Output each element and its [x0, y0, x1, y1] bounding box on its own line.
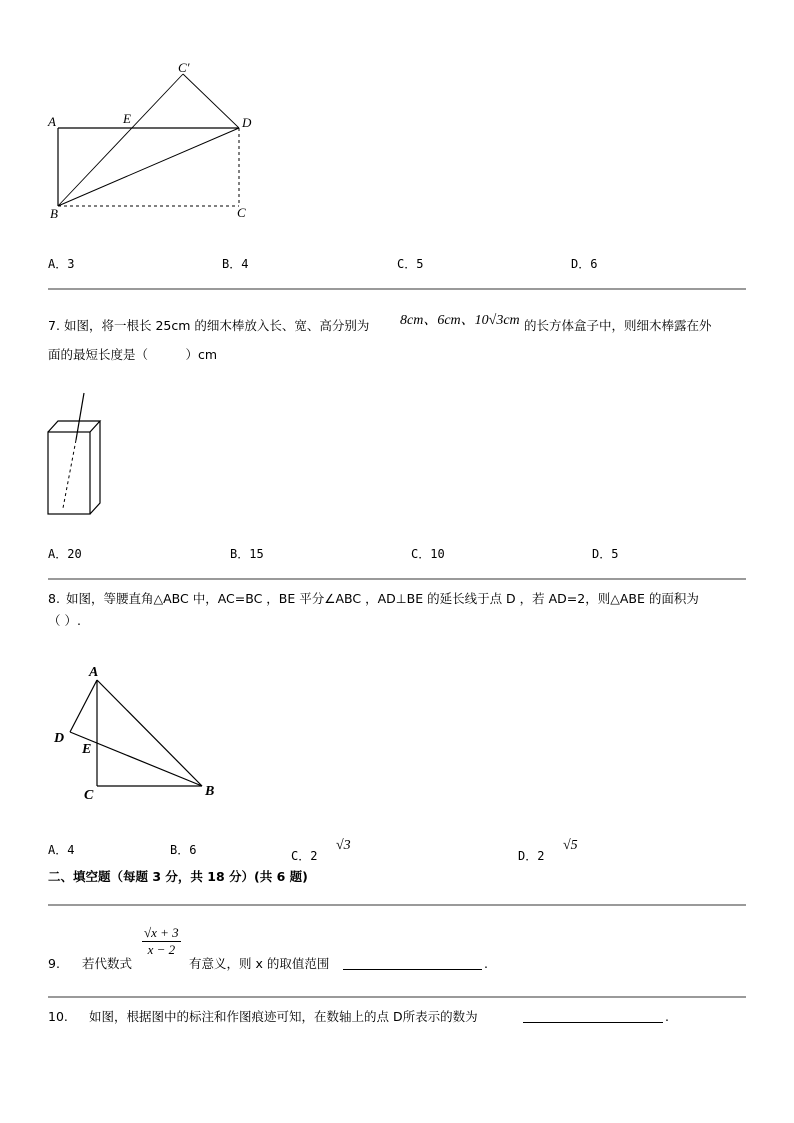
- q7-text-after: 的长方体盒子中，则细木棒露在外: [524, 318, 712, 333]
- figure-q6: [40, 55, 270, 225]
- label-E: E: [123, 111, 131, 126]
- label-B: B: [205, 784, 215, 799]
- divider: [48, 288, 746, 290]
- q8-option-d-radical: √5: [563, 838, 578, 853]
- q7-line2: 面的最短长度是（ ）cm: [48, 347, 218, 362]
- q6-option-a[interactable]: A．3: [48, 257, 75, 271]
- q9-number: 9.: [48, 956, 60, 971]
- q6-option-b[interactable]: B．4: [222, 257, 249, 271]
- segment-CprimeD: [183, 74, 239, 128]
- label-A: A: [48, 114, 56, 129]
- stick-outside: [76, 393, 84, 440]
- label-Cprime: C′: [178, 60, 190, 75]
- figure-q8-triangle: [48, 660, 228, 805]
- q8-option-d[interactable]: D．2: [518, 849, 545, 863]
- q7-option-a[interactable]: A．20: [48, 547, 82, 561]
- q8-number: 8.: [48, 591, 60, 606]
- label-D: D: [54, 731, 65, 746]
- q8-option-c[interactable]: C．2: [291, 849, 318, 863]
- q8-option-a[interactable]: A．4: [48, 843, 75, 857]
- q9-end: .: [484, 956, 488, 971]
- box-top-face: [48, 421, 100, 432]
- q6-option-c[interactable]: C．5: [397, 257, 424, 271]
- q6-option-d[interactable]: D．6: [571, 257, 598, 271]
- segment-AD: [70, 680, 97, 732]
- q7-option-c[interactable]: C．10: [411, 547, 445, 561]
- q7-option-b[interactable]: B．15: [230, 547, 264, 561]
- label-E: E: [82, 742, 92, 757]
- q7-text-before: 如图，将一根长 25cm 的细木棒放入长、宽、高分别为: [64, 318, 370, 333]
- q8-option-c-radical: √3: [336, 838, 351, 853]
- q9-fraction: [142, 925, 181, 958]
- segment-BCprime: [58, 74, 183, 206]
- q8-line1: 如图，等腰直角△ABC 中，AC=BC ，BE 平分∠ABC ，AD⊥BE 的延长线于点 D ，若 AD=2，则△ABE 的面积为: [66, 591, 699, 606]
- q10-answer-blank[interactable]: [523, 1008, 663, 1023]
- box-front-face: [48, 432, 90, 514]
- q9-text-before: 若代数式: [82, 956, 133, 971]
- q10-text: 如图，根据图中的标注和作图痕迹可知，在数轴上的点 D所表示的数为: [89, 1009, 478, 1024]
- q7-option-d[interactable]: D．5: [592, 547, 619, 561]
- q10-end: .: [665, 1009, 669, 1024]
- q10-number: 10.: [48, 1009, 68, 1024]
- label-C: C: [84, 788, 94, 803]
- figure-q7-box: [44, 390, 106, 520]
- divider: [48, 904, 746, 906]
- section-title: 二、填空题（每题 3 分，共 18 分）(共 6 题): [48, 869, 308, 884]
- q8-line2: （ ）.: [48, 613, 81, 628]
- label-D: D: [242, 115, 252, 130]
- stick-inside-dashed: [63, 440, 76, 508]
- q8-option-b[interactable]: B．6: [170, 843, 197, 857]
- q7-number: 7.: [48, 318, 60, 333]
- divider: [48, 578, 746, 580]
- segment-AB: [97, 680, 202, 786]
- divider: [48, 996, 746, 998]
- segment-DB: [70, 732, 202, 786]
- q9-text-after: 有意义，则 x 的取值范围: [189, 956, 330, 971]
- q9-denominator: x − 2: [147, 942, 176, 957]
- label-C: C: [237, 205, 246, 220]
- box-side-face: [90, 421, 100, 514]
- q9-answer-blank[interactable]: [343, 955, 482, 970]
- q9-numerator: √x + 3: [144, 925, 179, 940]
- q7-dims-formula: 8cm、6cm、10√3cm: [400, 313, 520, 328]
- label-B: B: [50, 206, 58, 221]
- segment-BD: [58, 128, 239, 206]
- label-A: A: [89, 665, 99, 680]
